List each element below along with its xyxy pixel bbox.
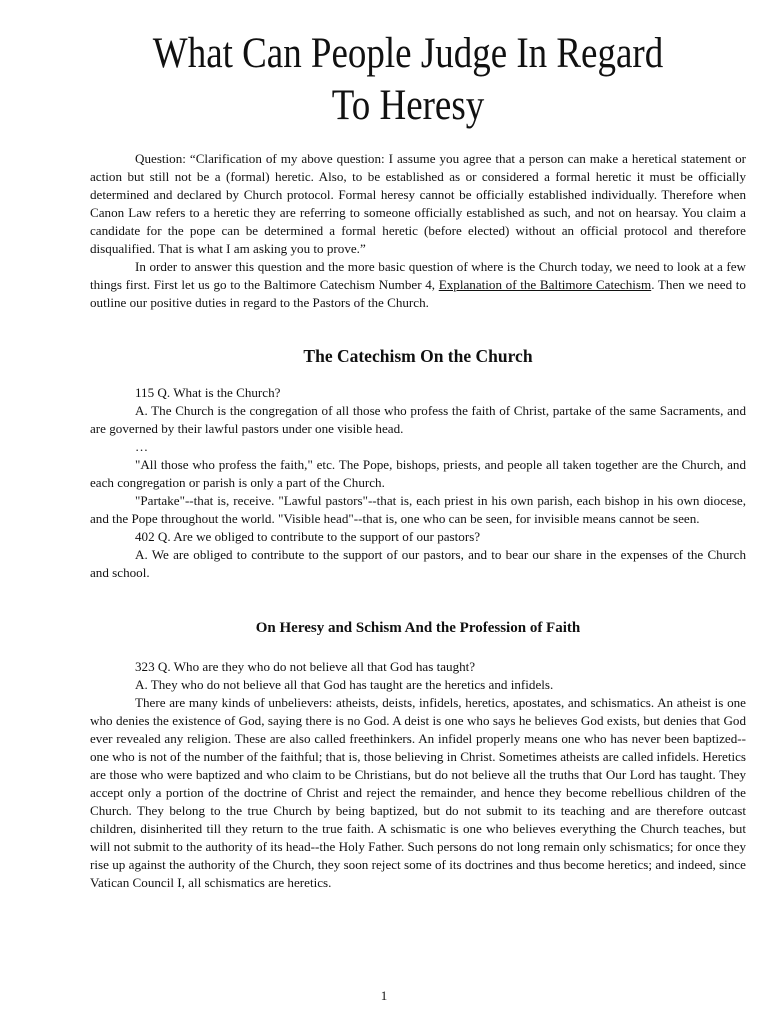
answer-intro-paragraph <box>90 258 746 312</box>
answer-intro-text-a: In order to answer this question and the more basic question of where is the Church today, we need to look at a few things first. First let us go to the Baltimore Catechism Number 4, <box>90 259 746 292</box>
catechism-paragraph: "Partake"--that is, receive. "Lawful pastors"--that is, each priest in his own parish, each bishop in his own diocese, and the Pope throughout the world. "Visible head"--that is, one who can be seen, for invisible means cannot be seen. <box>90 493 746 526</box>
catechism-paragraph: A. We are obliged to contribute to the support of our pastors, and to bear our share in the expenses of the Church and school. <box>90 547 746 580</box>
catechism-section <box>90 384 746 582</box>
title-line-1: What Can People Judge In Regard <box>152 30 664 77</box>
section-heading-catechism: The Catechism On the Church <box>303 346 533 366</box>
section-heading-heresy: On Heresy and Schism And the Profession of Faith <box>255 620 581 636</box>
catechism-title-link: Explanation of the Baltimore Catechism <box>438 277 652 292</box>
intro-section <box>90 150 746 312</box>
question-paragraph: Question: “Clarification of my above question: I assume you agree that a person can make a heretical statement or action but still not be a (formal) heretic. Also, to be established as or considered a formal heretic it must be officially determined and declared by Church protocol. Formal heresy cannot be officially established individually. Therefore when Canon Law refers to a heretic they are referring to someone officially established as such, and not on hearsay. You claim a candidate for the pope can be determined a formal heretic (before elected) without an official protocol and therefore disqualified. That is what I am asking you to prove.” <box>90 151 746 256</box>
catechism-paragraph: 402 Q. Are we obliged to contribute to the support of our pastors? <box>135 529 481 544</box>
page-number: 1 <box>380 988 388 1003</box>
answer-intro-text-b: . Then we need to outline our positive duties in regard to the Pastors of the Church. <box>90 277 746 310</box>
heresy-paragraph: 323 Q. Who are they who do not believe all that God has taught? <box>135 659 476 674</box>
catechism-paragraph: 115 Q. What is the Church? <box>135 385 281 400</box>
heresy-paragraph: A. They who do not believe all that God has taught are the heretics and infidels. <box>135 677 554 692</box>
catechism-paragraph: … <box>135 439 149 454</box>
catechism-paragraph: "All those who profess the faith," etc. The Pope, bishops, priests, and people all taken together are the Church, and each congregation or parish is only a part of the Church. <box>90 457 746 490</box>
heresy-paragraph: There are many kinds of unbelievers: atheists, deists, infidels, heretics, apostates, and schismatics. An atheist is one who denies the existence of God, saying there is no God. A deist is one who says he believes God exists, but denies that God ever revealed any religion. These are also called freethinkers. An infidel properly means one who has never been baptized--one who is not of the number of the faithful; that is, those believing in Christ. Sometimes atheists are called infidels. Heretics are those who were baptized and who claim to be Christians, but do not believe all the truths that Our Lord has taught. They accept only a portion of the doctrine of Christ and reject the remainder, and hence they become rebellious children of the Church. They belong to the true Church by being baptized, but do not submit to its teaching and are therefore outcast children, disinherited till they return to the true faith. A schismatic is one who believes everything the Church teaches, but will not submit to the authority of its head--the Holy Father. Such persons do not long remain only schismatics; for once they rise up against the authority of the Church, they soon reject some of its doctrines and thus become heretics; and indeed, since Vatican Council I, all schismatics are heretics. <box>90 695 746 890</box>
heresy-section <box>90 658 746 892</box>
title-line-2: To Heresy <box>331 82 485 129</box>
catechism-paragraph: A. The Church is the congregation of all those who profess the faith of Christ, partake of the same Sacraments, and are governed by their lawful pastors under one visible head. <box>90 403 746 436</box>
page-title <box>109 28 708 132</box>
